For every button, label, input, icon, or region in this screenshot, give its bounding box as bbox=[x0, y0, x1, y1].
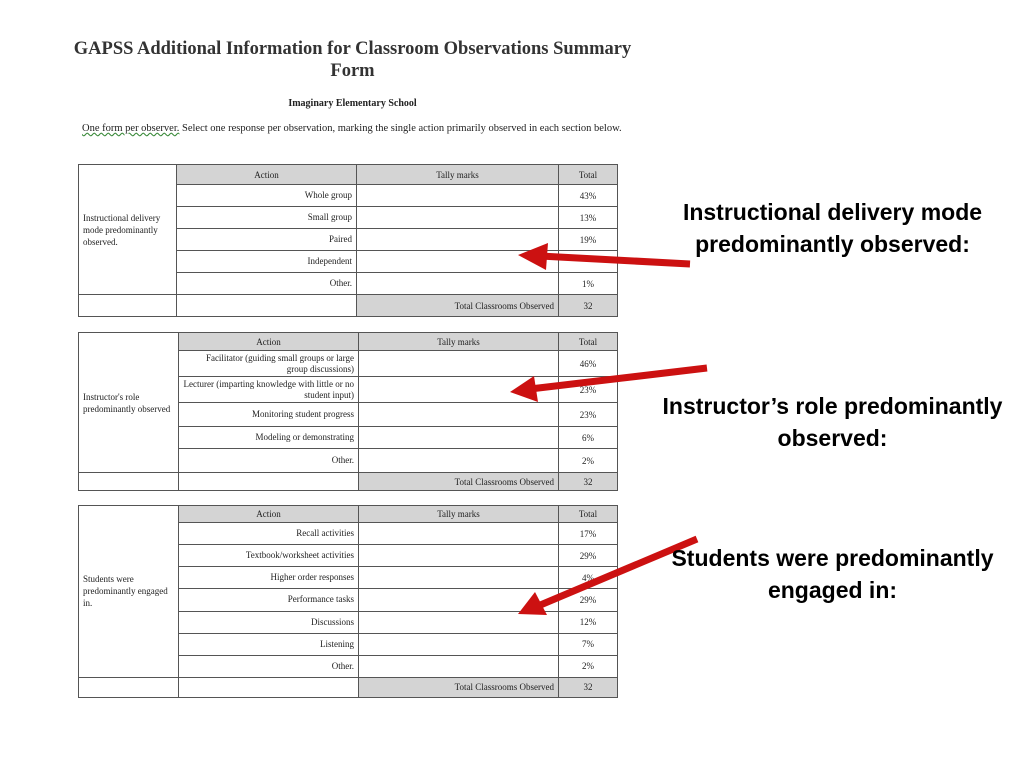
tally-header: Tally marks bbox=[359, 506, 559, 523]
total-header: Total bbox=[559, 165, 618, 185]
action-cell: Recall activities bbox=[179, 523, 359, 545]
action-cell: Other. bbox=[179, 449, 359, 473]
total-cell: 2% bbox=[559, 449, 618, 473]
callout-instructor-role: Instructor’s role predominantly observed: bbox=[662, 393, 1003, 451]
total-cell: 13% bbox=[559, 207, 618, 229]
total-cell: 43% bbox=[559, 185, 618, 207]
arrow-delivery bbox=[518, 243, 690, 270]
action-cell: Listening bbox=[179, 633, 359, 655]
callout-students: Students were predominantly engaged in: bbox=[671, 545, 994, 603]
total-cell: 1% bbox=[559, 273, 618, 295]
total-observed-value: 32 bbox=[559, 473, 618, 491]
action-cell: Monitoring student progress bbox=[179, 403, 359, 427]
total-cell: 7% bbox=[559, 633, 618, 655]
total-observed-value: 32 bbox=[559, 677, 618, 697]
total-header: Total bbox=[559, 333, 618, 351]
action-cell: Other. bbox=[177, 273, 357, 295]
action-cell: Small group bbox=[177, 207, 357, 229]
total-cell: 2% bbox=[559, 655, 618, 677]
tally-header: Tally marks bbox=[357, 165, 559, 185]
total-cell: 29% bbox=[559, 545, 618, 567]
action-cell: Performance tasks bbox=[179, 589, 359, 611]
total-cell: 29% bbox=[559, 589, 618, 611]
student-engagement-label: Students were predominantly engaged in. bbox=[79, 506, 179, 678]
total-cell: 23% bbox=[559, 377, 618, 403]
action-cell: Textbook/worksheet activities bbox=[179, 545, 359, 567]
action-cell: Lecturer (imparting knowledge with little or no student input) bbox=[179, 377, 359, 403]
action-cell: Facilitator (guiding small groups or large group discussions) bbox=[179, 351, 359, 377]
total-observed-label: Total Classrooms Observed bbox=[357, 295, 559, 317]
action-header: Action bbox=[179, 333, 359, 351]
action-header: Action bbox=[177, 165, 357, 185]
total-cell: 46% bbox=[559, 351, 618, 377]
action-cell: Discussions bbox=[179, 611, 359, 633]
total-header: Total bbox=[559, 506, 618, 523]
school-name: Imaginary Elementary School bbox=[288, 98, 417, 109]
instructions-underlined: One form per observer. bbox=[82, 123, 180, 134]
total-cell: 17% bbox=[559, 523, 618, 545]
total-cell: 6% bbox=[559, 427, 618, 449]
total-cell: 23% bbox=[559, 403, 618, 427]
action-header: Action bbox=[179, 506, 359, 523]
tally-header: Tally marks bbox=[359, 333, 559, 351]
total-observed-value: 32 bbox=[559, 295, 618, 317]
action-cell: Independent bbox=[177, 251, 357, 273]
total-cell: 4% bbox=[559, 567, 618, 589]
total-cell: 19% bbox=[559, 229, 618, 251]
action-cell: Higher order responses bbox=[179, 567, 359, 589]
action-cell: Paired bbox=[177, 229, 357, 251]
total-cell: 12% bbox=[559, 611, 618, 633]
action-cell: Whole group bbox=[177, 185, 357, 207]
total-observed-label: Total Classrooms Observed bbox=[359, 677, 559, 697]
total-observed-label: Total Classrooms Observed bbox=[359, 473, 559, 491]
instructor-role-label: Instructor's role predominantly observed bbox=[79, 333, 179, 473]
action-cell: Other. bbox=[179, 655, 359, 677]
document-title: GAPSS Additional Information for Classroom Observations Summary Form bbox=[73, 39, 632, 81]
instructions-text: Select one response per observation, marking the single action primarily observed in each section below. bbox=[179, 123, 622, 134]
action-cell: Modeling or demonstrating bbox=[179, 427, 359, 449]
callout-delivery: Instructional delivery mode predominantly observed: bbox=[682, 199, 983, 257]
delivery-mode-label: Instructional delivery mode predominantly observed. bbox=[79, 165, 177, 295]
